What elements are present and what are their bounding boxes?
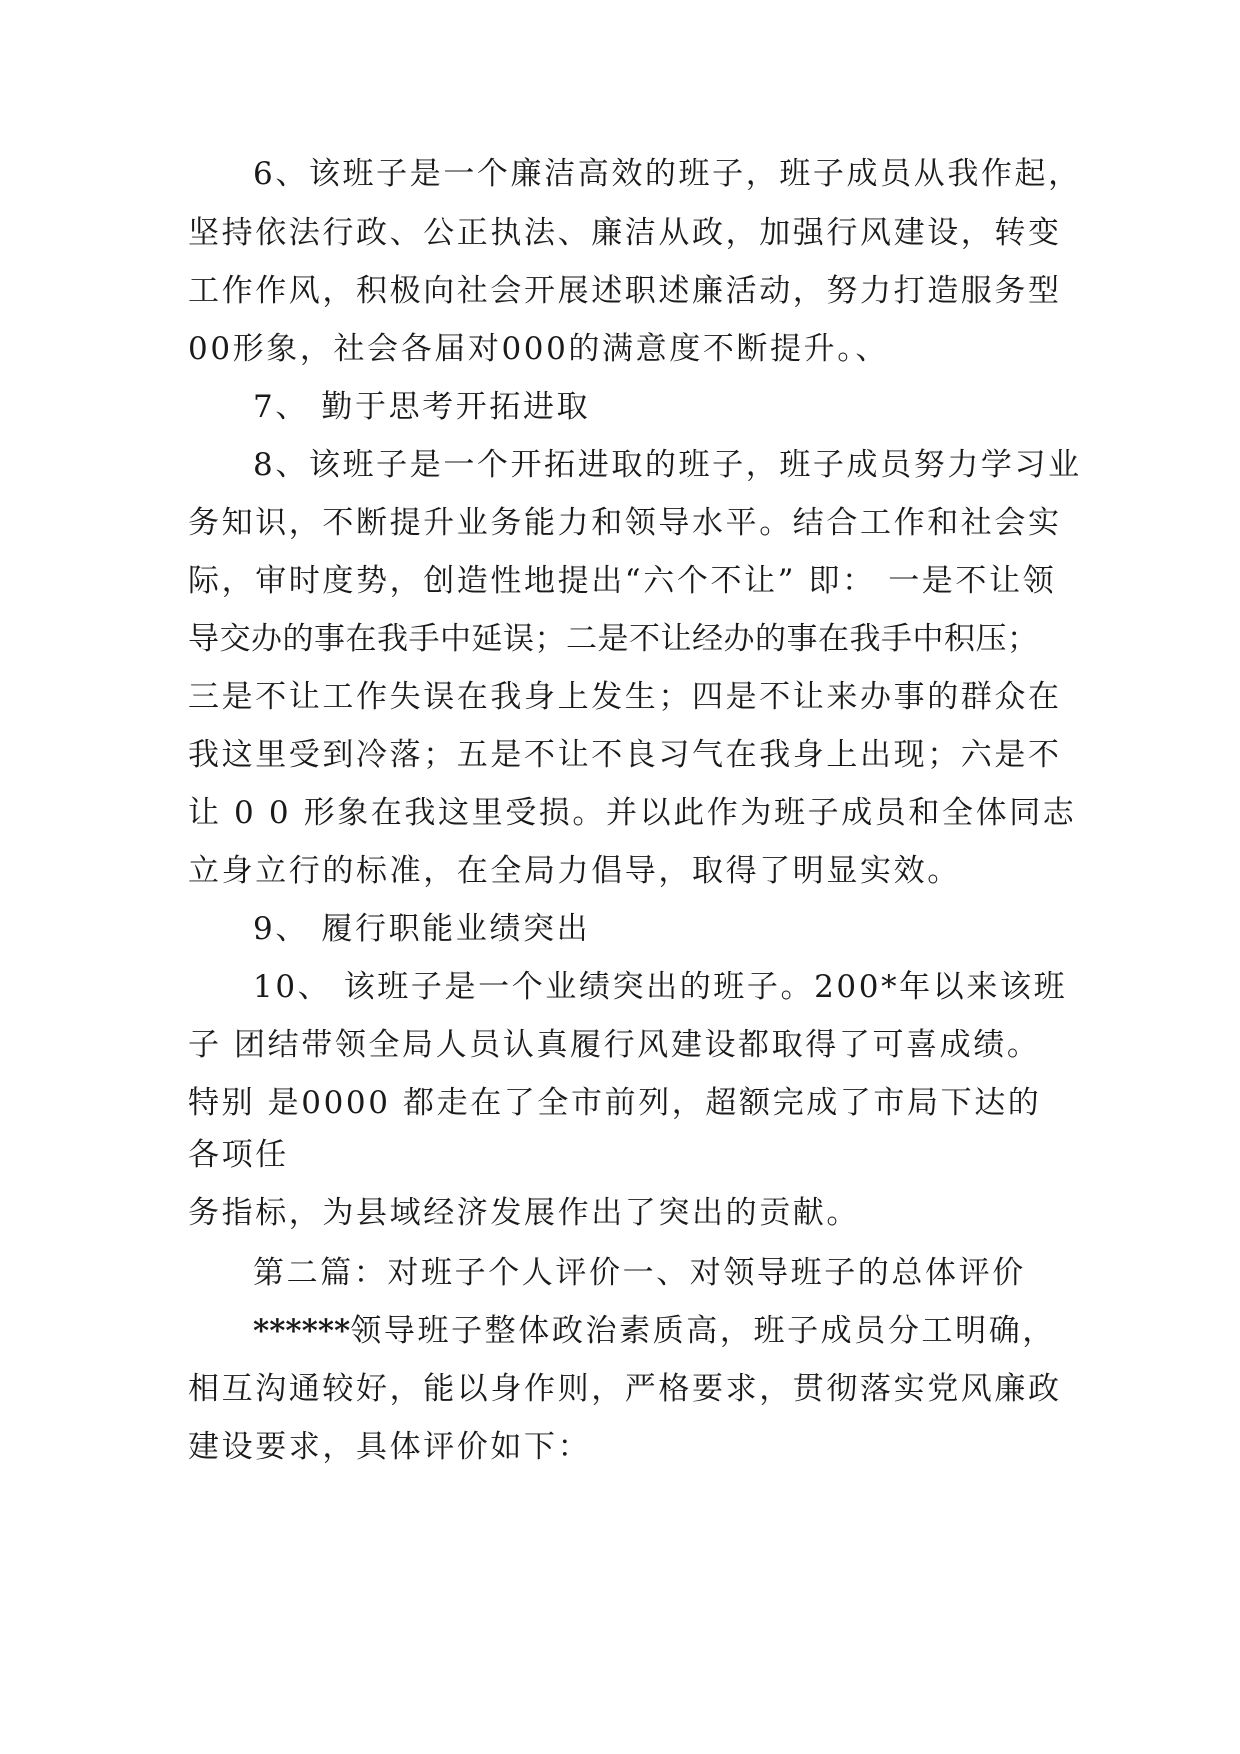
text-line: 导交办的事在我手中延误；二是不让经办的事在我手中积压； [188, 621, 1039, 657]
masked-name: ****** [253, 1313, 351, 1349]
text-line: 10、 该班子是一个业绩突出的班子。200*年以来该班 [253, 969, 1068, 1005]
text-line: 务指标，为县域经济发展作出了突出的贡献。 [188, 1195, 860, 1231]
chapter-heading: 第二篇：对班子个人评价一、对领导班子的总体评价 [253, 1255, 1026, 1291]
text-line-rest: 领导班子整体政治素质高，班子成员分工明确， [350, 1313, 1056, 1349]
text-line: 务知识，不断提升业务能力和领导水平。结合工作和社会实 [188, 505, 1062, 541]
text-line [253, 1311, 1133, 1351]
text-line: 6、该班子是一个廉洁高效的班子，班子成员从我作起， [253, 156, 1082, 192]
text-line: 三是不让工作失误在我身上发生；四是不让来办事的群众在 [188, 679, 1062, 715]
text-line: 坚持依法行政、公正执法、廉洁从政，加强行风建设，转变 [188, 215, 1062, 251]
text-line: 让 0 0 形象在我这里受损。并以此作为班子成员和全体同志 [188, 795, 1077, 831]
text-line: 我这里受到冷落；五是不让不良习气在我身上出现；六是不 [188, 737, 1062, 773]
section-heading: 9、 履行职能业绩突出 [253, 911, 591, 947]
text-line: 8、该班子是一个开拓进取的班子，班子成员努力学习业 [253, 447, 1082, 483]
text-line: 子 团结带领全局人员认真履行风建设都取得了可喜成绩。 [188, 1027, 1041, 1063]
text-line: 工作作风，积极向社会开展述职述廉活动，努力打造服务型 [188, 273, 1062, 309]
text-line: 各项任 [188, 1137, 289, 1173]
text-line: 建设要求，具体评价如下： [188, 1429, 592, 1465]
text-line: 特别 是0000 都走在了全市前列，超额完成了市局下达的 [188, 1085, 1042, 1121]
text-line: 际，审时度势，创造性地提出“六个不让” 即： 一是不让领 [188, 563, 1057, 599]
text-line: 相互沟通较好，能以身作则，严格要求，贯彻落实党风廉政 [188, 1371, 1062, 1407]
text-line: 00形象，社会各届对000的满意度不断提升。、 [188, 331, 889, 367]
text-line: 立身立行的标准，在全局力倡导，取得了明显实效。 [188, 853, 961, 889]
section-heading: 7、 勤于思考开拓进取 [253, 389, 591, 425]
